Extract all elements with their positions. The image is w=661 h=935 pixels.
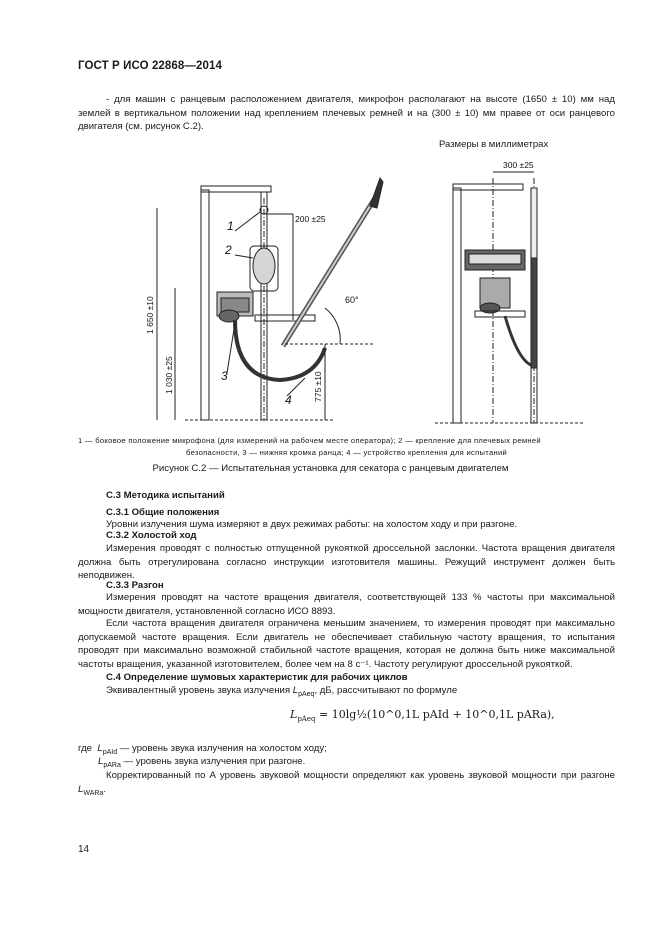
section-c31-text: Уровни излучения шума измеряют в двух режимах работы: на холостом ходу и при разгоне. [106,519,518,530]
label-1: 1 [227,219,234,233]
where-2-sub: pARa [103,761,121,769]
final-var: L [78,783,84,795]
figure-c2 [135,158,605,428]
where-2-var: L [98,756,104,767]
section-c33-title: С.3.3 Разгон [106,580,164,591]
units-note: Размеры в миллиметрах [439,139,549,150]
page-number: 14 [78,844,90,855]
dim-1030: 1 030 ±25 [164,356,174,394]
section-c33-text-2: Если частота вращения двигателя ограничена меньшим значением, то измерения проводят при максимально допускаемой частоте вращения. Если двигатель не обеспечивает стабильную частоту вращения, то испытания проводят при максимально возможной стабильной частоте вращения, которая не должна быть ниже максимальной частоты вращения, указанной изготовителем, более чем на 8 с⁻¹. Частоту регулируют дроссельной рукояткой. [78,618,615,670]
c4-text-prefix: Эквивалентный уровень звука излучения [106,685,293,696]
label-2: 2 [225,243,232,257]
figure-c2-drawing [135,158,605,428]
section-c4-title: С.4 Определение шумовых характеристик для рабочих циклов [106,672,408,683]
legend-line-2: безопасности, 3 — нижняя кромка ранца; 4 — устройство крепления для испытаний [186,447,508,457]
dim-300: 300 ±25 [503,160,534,170]
where-2-text: — уровень звука излучения при разгоне. [120,756,306,767]
final-sub: WARa [83,789,104,797]
label-4: 4 [285,393,292,407]
legend-line-1: 1 — боковое положение микрофона (для измерений на рабочем месте оператора); 2 — крепление для плечевых ремней [78,436,541,445]
section-c32-title: С.3.2 Холостой ход [106,530,197,541]
final-text-prefix: Корректированный по А уровень звуковой мощности определяют как уровень звуковой мощности при разгоне [106,770,615,781]
label-3: 3 [221,369,228,383]
right-view [435,172,585,423]
section-c33-text-1: Измерения проводят на частоте вращения двигателя, соответствующей 133 % частоты при максимальной мощности двигателя, установленной согласно ИСО 8893. [78,592,615,617]
dim-200: 200 ±25 [295,214,326,224]
c4-text-suffix: , дБ, рассчитывают по формуле [314,685,458,696]
section-c3-title: С.3 Методика испытаний [106,490,225,501]
figure-caption: Рисунок С.2 — Испытательная установка для секатора с ранцевым двигателем [152,463,509,474]
section-c31-title: С.3.1 Общие положения [106,507,220,518]
final-text-suffix: . [103,783,106,795]
section-c32-text: Измерения проводят с полностью отпущенной рукояткой дроссельной заслонки. Частота вращения двигателя должна быть отрегулирована согласно инструкции изготовителя машины. Режущий инструмент должен быть неподвижен. [78,543,615,582]
dim-775: 775 ±10 [313,371,323,402]
figure-legend [78,435,615,458]
formula-lhs-sub: pAeq [297,715,316,724]
final-paragraph [78,769,615,800]
intro-paragraph: - для машин с ранцевым расположением двигателя, микрофон располагают на высоте (1650 ± 10) мм над землей в вертикальном положении над креплением плечевых ремней и на (300 ± 10) мм правее от оси ранцевого двигателя (см. рисунок С.2). [78,94,615,133]
c4-text-var: L [292,685,299,696]
section-c4-text [78,684,615,702]
formula-laeq [290,708,555,723]
dim-1650: 1 650 ±10 [145,296,155,334]
where-word: где [78,743,93,754]
formula-rhs: = 10lg½(10^0,1L pAId + 10^0,1L pARa), [315,708,555,721]
where-1-var: L [97,743,103,754]
angle-label: 60° [345,295,359,305]
formula-lhs-var: L [290,708,298,721]
c4-text-sub: pAeq [298,690,315,698]
where-1-sub: pAId [102,748,118,756]
where-1-text: — уровень звука излучения на холостом ходу; [117,743,327,754]
document-header: ГОСТ Р ИСО 22868—2014 [78,60,223,72]
